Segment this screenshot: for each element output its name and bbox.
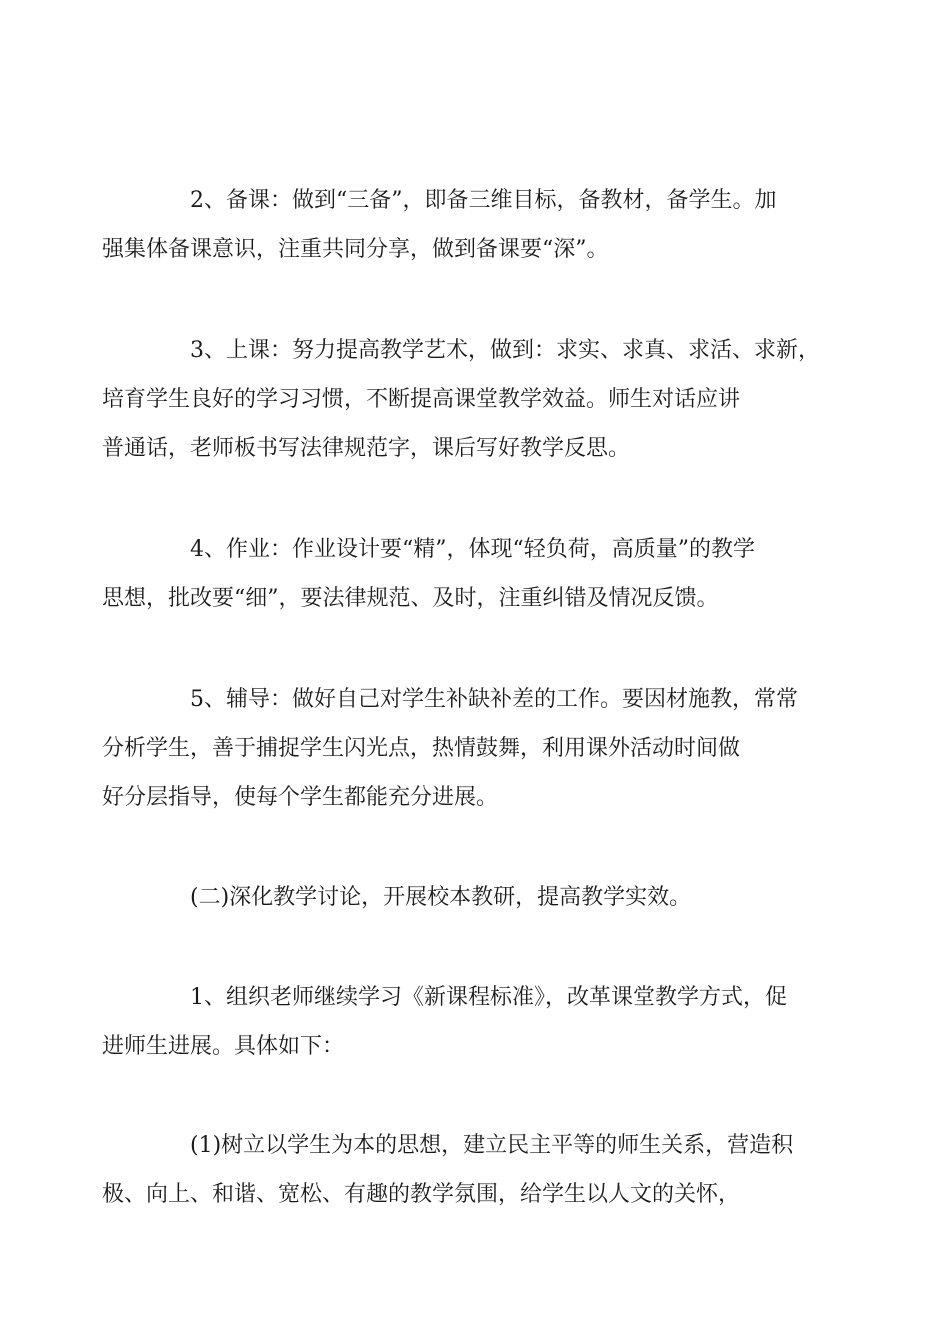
- text-line: 好分层指导，使每个学生都能充分进展。: [102, 785, 499, 810]
- text-line: 进师生进展。具体如下：: [102, 1034, 345, 1059]
- paragraph-tutoring: [102, 675, 818, 822]
- paragraph-new-curriculum: [102, 973, 818, 1071]
- text-line: 极、向上、和谐、宽松、有趣的教学氛围，给学生以人文的关怀，: [102, 1182, 741, 1207]
- paragraph-homework: [102, 525, 818, 623]
- text-line: 培育学生良好的学习习惯，不断提高课堂教学效益。师生对话应讲: [102, 387, 741, 412]
- paragraph-teaching: [102, 326, 820, 473]
- text-line: 4、作业：作业设计要“精”，体现“轻负荷，高质量”的教学: [190, 537, 755, 562]
- paragraph-lesson-prep: [102, 176, 818, 274]
- paragraph-student-centered: [102, 1121, 818, 1219]
- text-line: 2、备课：做到“三备”，即备三维目标，备教材，备学生。加: [190, 188, 777, 213]
- text-line: 强集体备课意识，注重共同分享，做到备课要“深”。: [102, 237, 609, 262]
- text-line: 普通话，老师板书写法律规范字，课后写好教学反思。: [102, 436, 631, 461]
- text-line: 1、组织老师继续学习《新课程标准》，改革课堂教学方式，促: [190, 985, 787, 1010]
- paragraph-section-heading: [146, 873, 818, 922]
- text-line: 思想，批改要“细”，要法律规范、及时，注重纠错及情况反馈。: [102, 586, 719, 611]
- text-line: 分析学生，善于捕捉学生闪光点，热情鼓舞，利用课外活动时间做: [102, 736, 741, 761]
- text-line: (1)树立以学生为本的思想，建立民主平等的师生关系，营造积: [190, 1133, 794, 1158]
- text-line: 3、上课：努力提高教学艺术，做到：求实、求真、求活、求新，: [190, 338, 820, 363]
- text-line: 5、辅导：做好自己对学生补缺补差的工作。要因材施教，常常: [190, 687, 798, 712]
- text-line: (二)深化教学讨论，开展校本教研，提高教学实效。: [190, 885, 692, 910]
